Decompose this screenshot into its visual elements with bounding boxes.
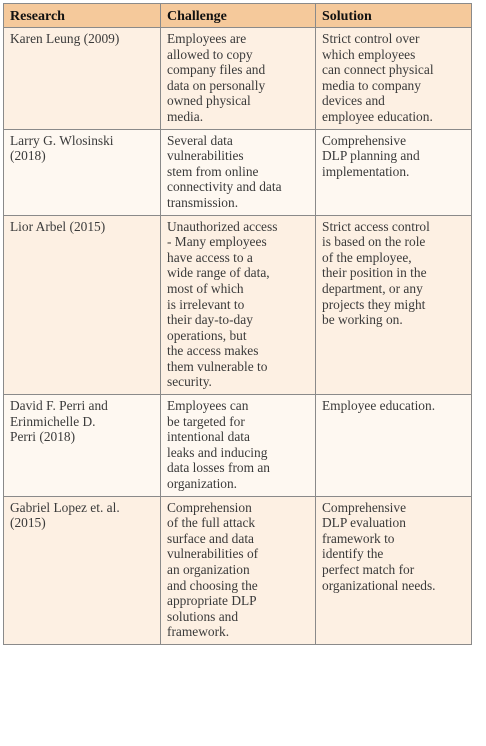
cell-solution: Strict access control is based on the role of the employee, their position in the department, or any projects they might be working on. <box>316 215 472 395</box>
cell-solution: Employee education. <box>316 395 472 497</box>
dlp-research-table <box>3 3 472 645</box>
cell-challenge: Unauthorized access - Many employees have access to a wide range of data, most of which is irrelevant to their day-to-day operations, but the access makes them vulnerable to security. <box>161 215 316 395</box>
cell-solution: Strict control over which employees can connect physical media to company devices and employee education. <box>316 28 472 130</box>
table-row <box>4 129 472 215</box>
table-header <box>4 4 472 28</box>
cell-research: Gabriel Lopez et. al. (2015) <box>4 496 161 644</box>
table-row <box>4 496 472 644</box>
cell-challenge: Employees are allowed to copy company files and data on personally owned physical media. <box>161 28 316 130</box>
header-solution: Solution <box>316 4 472 28</box>
cell-challenge: Employees can be targeted for intentional data leaks and inducing data losses from an organization. <box>161 395 316 497</box>
header-row <box>4 4 472 28</box>
header-research: Research <box>4 4 161 28</box>
cell-challenge: Several data vulnerabilities stem from online connectivity and data transmission. <box>161 129 316 215</box>
table-row <box>4 28 472 130</box>
header-challenge: Challenge <box>161 4 316 28</box>
table-row <box>4 395 472 497</box>
cell-research: David F. Perri and Erinmichelle D. Perri (2018) <box>4 395 161 497</box>
cell-challenge: Comprehension of the full attack surface and data vulnerabilities of an organization and choosing the appropriate DLP solutions and framework. <box>161 496 316 644</box>
table-row <box>4 215 472 395</box>
cell-research: Larry G. Wlosinski (2018) <box>4 129 161 215</box>
cell-solution: Comprehensive DLP evaluation framework to identify the perfect match for organizational needs. <box>316 496 472 644</box>
table-body <box>4 28 472 645</box>
cell-solution: Comprehensive DLP planning and implementation. <box>316 129 472 215</box>
cell-research: Karen Leung (2009) <box>4 28 161 130</box>
cell-research: Lior Arbel (2015) <box>4 215 161 395</box>
